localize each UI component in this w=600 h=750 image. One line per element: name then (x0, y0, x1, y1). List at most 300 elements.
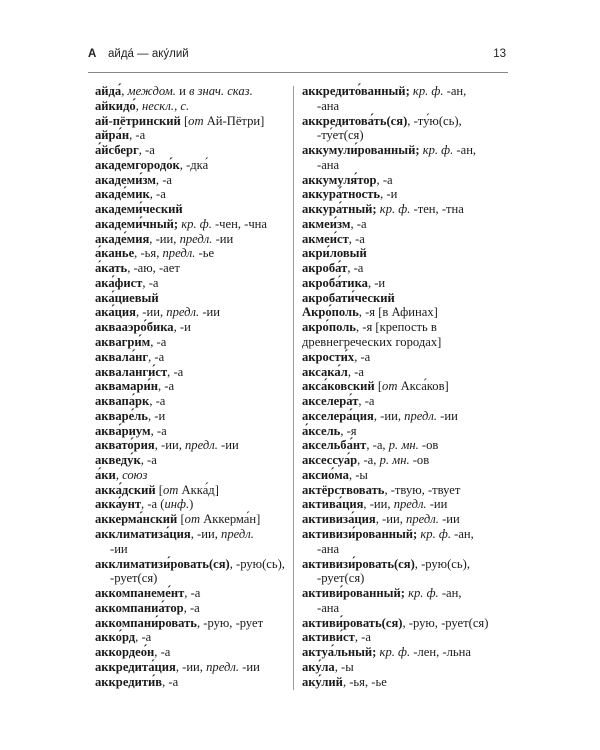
dictionary-entry (95, 660, 291, 675)
entry-line (302, 246, 507, 261)
dictionary-entry (302, 557, 507, 587)
headword: академи́зм (95, 172, 156, 187)
dictionary-entry (95, 143, 291, 158)
entry-text: , -а (149, 394, 166, 409)
entry-line (302, 557, 507, 572)
entry-line (302, 84, 507, 99)
headword: аккумули́рованный; (302, 143, 420, 158)
headword: аккура́тный; (302, 202, 377, 217)
headword: акклиматизи́ровать(ся) (95, 556, 230, 571)
headword: аксессуа́р (302, 453, 358, 468)
entry-line (95, 305, 291, 320)
dictionary-entry (302, 173, 507, 188)
headword: аккомпаниа́тор (95, 600, 184, 615)
dictionary-entry (302, 276, 507, 291)
entry-text: -чен, -чна (211, 216, 268, 231)
entry-line (302, 512, 507, 527)
entry-text: и (175, 84, 189, 98)
entry-text: -ана (317, 98, 340, 113)
entry-text: , -а (358, 394, 375, 409)
dictionary-entry (95, 114, 291, 129)
entry-line (302, 527, 507, 542)
grammar-label: предл. (404, 408, 438, 423)
entry-text: , -а (150, 423, 167, 438)
entry-line (95, 616, 291, 631)
headword: активизи́ровать(ся) (302, 556, 415, 571)
dictionary-entry (95, 217, 291, 232)
entry-text: , -а (154, 645, 171, 660)
entry-text: , -а (183, 600, 200, 615)
headword: акроба́т (302, 261, 348, 276)
entry-text: , -и (367, 275, 386, 290)
entry-text: , -а (348, 231, 365, 246)
dictionary-entry (302, 497, 507, 512)
headword: акклиматиза́ция (95, 526, 191, 541)
headword: академи́чный; (95, 216, 179, 231)
entry-text: [ (374, 379, 383, 394)
entry-line (95, 438, 291, 453)
headword: а́ксель (302, 423, 341, 438)
entry-line (95, 84, 291, 99)
entry-line (95, 675, 291, 690)
dictionary-entry (95, 291, 291, 306)
entry-text: ) (189, 497, 194, 512)
entry-line (302, 276, 507, 291)
entry-text: -ии (438, 512, 460, 527)
entry-line (302, 320, 507, 335)
dictionary-entry (95, 527, 291, 557)
dictionary-entry (95, 158, 291, 173)
entry-line (302, 616, 507, 631)
dictionary-entry (302, 675, 507, 690)
entry-line (95, 453, 291, 468)
entry-text: , -а (157, 379, 175, 394)
grammar-label: предл. (166, 305, 200, 320)
dictionary-entry (302, 143, 507, 173)
entry-line (302, 630, 507, 645)
page-number: 13 (493, 48, 506, 60)
headword: акаде́мик (95, 187, 150, 202)
dictionary-entry (302, 512, 507, 527)
entry-text: , -а (140, 453, 157, 468)
dictionary-entry (302, 202, 507, 217)
entry-text: , -рую, -рует(ся) (402, 615, 489, 630)
entry-text: , -а (148, 349, 165, 364)
entry-line (302, 379, 507, 394)
dictionary-entry (302, 586, 507, 616)
entry-text: , -я [крепость в (355, 320, 437, 335)
headword: аквапа́рк (95, 394, 150, 409)
entry-text: , (174, 98, 181, 113)
entry-text: , -а (184, 586, 201, 601)
dictionary-entry (95, 173, 291, 188)
entry-text: , -рую(сь), (414, 556, 470, 571)
entry-text: , -а (142, 275, 159, 290)
entry-line (95, 409, 291, 424)
dictionary-entry (302, 350, 507, 365)
dictionary-entry (302, 114, 507, 144)
headword: ака́циевый (95, 290, 159, 305)
dictionary-entry (302, 645, 507, 660)
grammar-label: от (184, 512, 201, 527)
headword: аккредита́ция (95, 659, 176, 674)
headword: академи́ческий (95, 202, 183, 217)
entry-line (302, 468, 507, 483)
headword: активиза́ция (302, 512, 376, 527)
entry-line (95, 232, 291, 247)
headword: Акро́поль (302, 305, 359, 320)
entry-text: , -дка́ (179, 157, 209, 172)
entry-text: -ии (212, 231, 234, 246)
entry-continuation-line (302, 158, 507, 173)
headword: активи́рованный; (302, 586, 405, 601)
headword: акрости́х (302, 349, 355, 364)
dictionary-entry (302, 453, 507, 468)
grammar-label: предл. (406, 512, 439, 527)
entry-text: , -ии, (373, 408, 405, 423)
grammar-label: кр. ф. (422, 143, 454, 158)
dictionary-entry (95, 630, 291, 645)
entry-text: , -а (162, 674, 179, 689)
dictionary-entry (302, 409, 507, 424)
entry-line (95, 601, 291, 616)
grammar-label: от (188, 113, 204, 128)
entry-continuation-line (302, 571, 507, 586)
headword: аккомпани́ровать (95, 615, 197, 630)
entry-text: , (135, 98, 143, 113)
entry-line (95, 365, 291, 380)
entry-text: -ии (199, 305, 220, 320)
grammar-label: кр. ф. (181, 216, 212, 231)
entry-line (302, 187, 507, 202)
headword: акка́унт (95, 497, 142, 512)
entry-text: -ии (437, 408, 458, 423)
dictionary-entry (95, 246, 291, 261)
headword: актива́ция (302, 497, 364, 512)
entry-line (95, 128, 291, 143)
headword: а́кать (95, 261, 128, 276)
entry-line (95, 379, 291, 394)
dictionary-entry (95, 261, 291, 276)
grammar-label: с. (180, 98, 190, 113)
headword: акри́ловый (302, 246, 367, 261)
dictionary-entry (95, 675, 291, 690)
entry-line (302, 586, 507, 601)
entry-line (95, 217, 291, 232)
entry-line (302, 305, 507, 320)
entry-text: , -а (150, 335, 167, 350)
dictionary-entry (95, 497, 291, 512)
entry-line (302, 645, 507, 660)
entry-line (95, 424, 291, 439)
entry-text: , -а (350, 216, 367, 231)
headword: академгородо́к (95, 157, 180, 172)
entry-line (302, 261, 507, 276)
entry-text: [ (177, 512, 185, 527)
headword: актуа́льный; (302, 645, 377, 660)
entry-line (302, 497, 507, 512)
header-rule (88, 72, 508, 73)
entry-text: [ (155, 482, 163, 497)
headword: аккерма́нский (95, 512, 178, 527)
entry-text: , -рую(сь), (229, 556, 285, 571)
headword: акваре́ль (95, 408, 148, 423)
entry-text: -ан, (438, 586, 462, 601)
entry-text: древнегреческих городах] (302, 335, 442, 350)
entry-range: айда́ — аку́лий (108, 48, 189, 60)
headword: акробати́ческий (302, 290, 395, 305)
dictionary-entry (95, 468, 291, 483)
dictionary-entry (302, 187, 507, 202)
dictionary-entry (302, 84, 507, 114)
dictionary-entry (95, 557, 291, 587)
grammar-label: междом. (127, 84, 176, 98)
entry-text: , (121, 84, 128, 98)
entry-text: , -а (155, 172, 173, 187)
entry-line (302, 394, 507, 409)
entry-continuation-line (302, 542, 507, 557)
headword: аквала́нг (95, 349, 149, 364)
entry-text: -рует(ся) (110, 571, 158, 586)
entry-text: , (115, 467, 123, 482)
entry-line (95, 630, 291, 645)
entry-line (95, 291, 291, 306)
dictionary-entry (302, 305, 507, 320)
entry-line (95, 483, 291, 498)
entry-continuation-line (95, 542, 291, 557)
grammar-label: предл. (179, 231, 213, 246)
headword: аккредитова́ть(ся) (302, 113, 408, 128)
dictionary-entry (95, 586, 291, 601)
headword: акса́ковский (302, 379, 375, 394)
headword: айра́н (95, 128, 130, 143)
entry-text: , -ии, (136, 305, 167, 320)
grammar-label: кр. ф. (379, 645, 411, 660)
headword: активи́ст (302, 630, 355, 645)
entry-text: -ов (409, 453, 430, 468)
entry-text: , -ии, (154, 438, 185, 453)
dictionary-entry (95, 232, 291, 247)
dictionary-entry (302, 483, 507, 498)
entry-line (302, 143, 507, 158)
entry-line (95, 497, 291, 512)
entry-line (302, 291, 507, 306)
entry-text: , -ья, (134, 246, 163, 261)
right-column (302, 84, 507, 689)
entry-text: [ (180, 113, 189, 128)
entry-line (95, 276, 291, 291)
dictionary-entry (95, 512, 291, 527)
grammar-label: кр. ф. (412, 84, 444, 98)
dictionary-entry (95, 350, 291, 365)
headword: аксио́ма (302, 467, 349, 482)
dictionary-entry (95, 409, 291, 424)
headword: акселера́ция (302, 408, 374, 423)
grammar-label: от (163, 482, 179, 497)
headword: ай-пётринский (95, 113, 181, 128)
entry-text: -ии (217, 438, 239, 453)
entry-text: , -а (129, 128, 146, 143)
entry-line (95, 394, 291, 409)
headword: акваланги́ст (95, 364, 168, 379)
entry-line (302, 438, 507, 453)
headword: аква́риум (95, 423, 151, 438)
headword: аккомпанеме́нт (95, 586, 185, 601)
headword: а́йсберг (95, 143, 139, 158)
entry-text: Аккерма́н] (200, 512, 261, 527)
entry-text: -ье (195, 246, 215, 261)
entry-text: , -и (380, 187, 398, 202)
dictionary-entry (95, 84, 291, 99)
entry-text: -ии (426, 497, 448, 512)
grammar-label: инф. (164, 497, 190, 512)
entry-continuation-line (95, 571, 291, 586)
entry-line (95, 350, 291, 365)
headword: аквамари́н (95, 379, 158, 394)
grammar-label: предл. (393, 497, 427, 512)
entry-text: -ан, (453, 143, 477, 158)
entry-line (95, 527, 291, 542)
dictionary-entry (302, 246, 507, 261)
entry-line (95, 512, 291, 527)
dictionary-entry (95, 335, 291, 350)
entry-line (302, 660, 507, 675)
dictionary-entry (302, 379, 507, 394)
entry-line (95, 645, 291, 660)
entry-text: , -а (354, 630, 371, 645)
dictionary-entry (302, 320, 507, 350)
entry-continuation-line (302, 335, 507, 350)
entry-text: , -а (347, 364, 364, 379)
entry-line (95, 158, 291, 173)
headword: аккура́тность (302, 187, 381, 202)
entry-text: , -а (135, 630, 152, 645)
entry-text: , -а, (357, 453, 380, 468)
entry-text: , -ии, (149, 231, 180, 246)
entry-line (95, 143, 291, 158)
dictionary-entry (302, 394, 507, 409)
headword: актёрствовать (302, 482, 385, 497)
dictionary-entry (302, 616, 507, 631)
grammar-label: кр. ф. (379, 202, 411, 217)
dictionary-entry (302, 468, 507, 483)
entry-text: , -а (354, 349, 371, 364)
entry-line (302, 217, 507, 232)
headword: акмеи́ст (302, 231, 349, 246)
entry-text: -ии (239, 659, 260, 674)
column-divider (293, 86, 294, 690)
entry-text: , -ии, (190, 526, 222, 541)
entry-text: , -аю, -ает (127, 261, 180, 276)
entry-text: , -рую, -рует (196, 615, 264, 630)
dictionary-entry (95, 99, 291, 114)
entry-line (95, 586, 291, 601)
headword: аквагри́м (95, 335, 151, 350)
entry-line (95, 99, 291, 114)
dictionary-entry (95, 645, 291, 660)
entry-text: , -ии, (175, 659, 207, 674)
entry-text: , -я [в Афинах] (358, 305, 438, 320)
dictionary-entry (302, 527, 507, 557)
entry-text: , -и (173, 320, 191, 335)
entry-line (95, 202, 291, 217)
dictionary-entry (95, 483, 291, 498)
entry-line (302, 424, 507, 439)
entry-text: , -а (347, 261, 364, 276)
entry-continuation-line (302, 128, 507, 143)
entry-line (302, 114, 507, 129)
dictionary-entry (95, 305, 291, 320)
headword: айда́ (95, 84, 122, 98)
dictionary-entry (302, 232, 507, 247)
entry-text: , -а, (366, 438, 389, 453)
entry-text: -лен, -льна (410, 645, 471, 660)
entry-line (302, 409, 507, 424)
dictionary-entry (95, 320, 291, 335)
dictionary-entry (302, 630, 507, 645)
entry-continuation-line (302, 99, 507, 114)
headword: акроба́тика (302, 275, 368, 290)
headword: аккордео́н (95, 645, 155, 660)
dictionary-entry (95, 438, 291, 453)
headword: аксака́л (302, 364, 348, 379)
headword: акведу́к (95, 453, 141, 468)
entry-line (302, 453, 507, 468)
entry-line (95, 187, 291, 202)
headword: аксельба́нт (302, 438, 367, 453)
grammar-label: нескл. (142, 98, 175, 113)
headword: аккредито́ванный; (302, 84, 410, 98)
dictionary-entry (95, 365, 291, 380)
entry-text: , -ии, (363, 497, 394, 512)
headword: айкидо́ (95, 98, 136, 113)
dictionary-entry (95, 453, 291, 468)
running-header (88, 46, 508, 66)
entry-line (95, 660, 291, 675)
headword: а́канье (95, 246, 135, 261)
entry-text: Акка́д] (178, 482, 219, 497)
entry-text: , -а (167, 364, 184, 379)
entry-text: , -а ( (141, 497, 165, 512)
headword: а́ки (95, 467, 116, 482)
grammar-label: р. мн. (379, 453, 410, 468)
entry-line (95, 468, 291, 483)
entry-text: , -ы (348, 467, 368, 482)
headword: аквааэро́бика (95, 320, 174, 335)
grammar-label: предл. (206, 659, 239, 674)
headword: аку́ла (302, 659, 335, 674)
entry-line (95, 335, 291, 350)
headword: ака́фист (95, 275, 143, 290)
entry-line (95, 246, 291, 261)
entry-line (302, 173, 507, 188)
entry-text: -ана (317, 157, 340, 172)
entry-line (95, 320, 291, 335)
grammar-label: предл. (185, 438, 218, 453)
entry-text: , -а (376, 172, 393, 187)
headword: акка́дский (95, 482, 156, 497)
section-letter: А (88, 48, 97, 60)
entry-text: , -я (340, 423, 357, 438)
dictionary-entry (95, 202, 291, 217)
left-column (95, 84, 291, 689)
entry-text: , -ии, (375, 512, 407, 527)
grammar-label: от (382, 379, 398, 394)
entry-line (302, 483, 507, 498)
dictionary-entry (302, 365, 507, 380)
headword: активизи́рованный; (302, 526, 418, 541)
entry-line (302, 350, 507, 365)
